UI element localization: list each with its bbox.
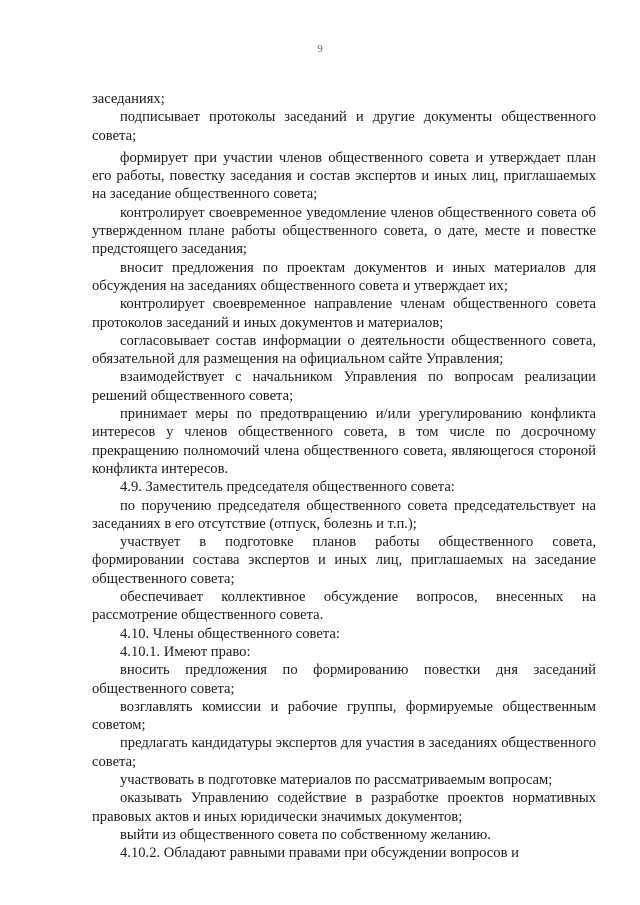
page-number: 9: [317, 43, 323, 55]
paragraph: обеспечивает коллективное обсуждение вопросов, внесенных на рассмотрение общественного совета.: [92, 589, 596, 624]
section-heading: 4.10. Члены общественного совета:: [120, 625, 340, 642]
paragraph: взаимодействует с начальником Управления по вопросам реализации решений общественного совета;: [92, 369, 596, 404]
section-heading: 4.9. Заместитель председателя общественного совета:: [120, 479, 455, 496]
paragraph: принимает меры по предотвращению и/или урегулированию конфликта интересов у членов общественного совета, в том числе по досрочному прекращению полномочий члена общественного совета, являющегося стороной конфликта интересов.: [92, 406, 596, 477]
subsection-heading: 4.10.2. Обладают равными правами при обсуждении вопросов и: [120, 845, 519, 862]
paragraph: выйти из общественного совета по собственному желанию.: [120, 826, 491, 843]
paragraph: вносит предложения по проектам документов и иных материалов для обсуждения на заседаниях общественного совета и утверждает их;: [92, 259, 596, 294]
document-body: [92, 90, 596, 862]
paragraph: контролирует своевременное направление членам общественного совета протоколов заседаний и иных документов и материалов;: [92, 296, 596, 331]
paragraph: согласовывает состав информации о деятельности общественного совета, обязательной для размещения на официальном сайте Управления;: [92, 332, 596, 368]
paragraph: предлагать кандидатуры экспертов для участия в заседаниях общественного совета;: [92, 735, 596, 770]
paragraph: участвовать в подготовке материалов по рассматриваемым вопросам;: [120, 771, 553, 788]
paragraph: подписывает протоколы заседаний и другие документы общественного совета;: [92, 109, 596, 144]
paragraph: заседаниях;: [92, 91, 165, 107]
paragraph: формирует при участии членов общественного совета и утверждает план его работы, повестку заседания и состав экспертов и иных лиц, приглашаемых на заседание общественного совета;: [92, 149, 596, 203]
paragraph: возглавлять комиссии и рабочие группы, формируемые общественным советом;: [92, 698, 596, 734]
paragraph: вносить предложения по формированию повестки дня заседаний общественного совета;: [92, 662, 596, 697]
paragraph: оказывать Управлению содействие в разработке проектов нормативных правовых актов и иных юридически значимых документов;: [92, 790, 596, 825]
subsection-heading: 4.10.1. Имеют право:: [120, 643, 251, 660]
paragraph: контролирует своевременное уведомление членов общественного совета об утвержденном плане работы общественного совета, о дате, месте и повестке предстоящего заседания;: [92, 204, 596, 258]
paragraph: по поручению председателя общественного совета председательствует на заседаниях в его отсутствие (отпуск, болезнь и т.п.);: [92, 497, 596, 532]
paragraph: участвует в подготовке планов работы общественного совета, формировании состава экспертов и иных лиц, приглашаемых на заседание общественного совета;: [92, 534, 596, 587]
